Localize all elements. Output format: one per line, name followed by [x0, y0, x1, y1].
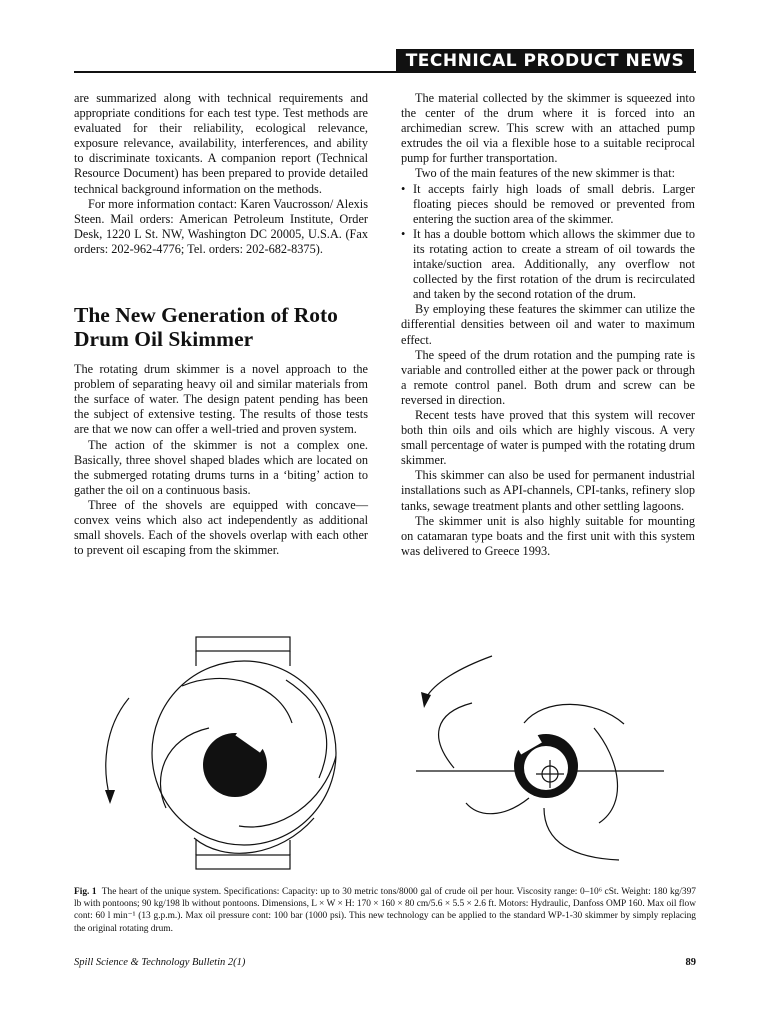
- paragraph: Recent tests have proved that this system will recover both thin oils and oils which are highly viscous. A very small percentage of water is pumped with the rotating drum skimmer.: [401, 407, 696, 468]
- paragraph: are summarized along with technical requirements and appropriate conditions for each test type. Test methods are evaluated for their reliability, ecological relevance, exposure relevance, availability, interferences, and ability to discriminate toxicants. A companion report (Technical Resource Document) has been prepared to provide detailed technical background information on the methods.: [74, 91, 368, 196]
- paragraph: Two of the main features of the new skimmer is that:: [415, 166, 676, 181]
- caption-label: Fig. 1: [74, 887, 97, 897]
- shovel-blade: [286, 680, 327, 778]
- feature-list: [401, 182, 695, 303]
- rotation-arrow: [106, 698, 129, 798]
- journal-name: Spill Science & Technology Bulletin 2(1): [74, 957, 246, 968]
- right-drum-diagram: [416, 656, 664, 860]
- drum-frame-top: [196, 637, 290, 651]
- paragraph: By employing these features the skimmer can utilize the differential densities between oil and water to maximum effect.: [401, 302, 695, 347]
- contact-paragraph: For more information contact: Karen Vaucrosson/ Alexis Steen. Mail orders: American Petroleum Institute, Order Desk, 1220 L St. NW, Washington DC 20005, U.S.A. (Fax orders: 202-962-4776; Tel. orders: 202-682-8375).: [74, 196, 368, 256]
- paragraph: Three of the shovels are equipped with concave—convex veins which also act independently as additional small shovels. Each of the shovels overlap with each other to prevent oil escaping from the skimmer.: [74, 497, 368, 558]
- shovel-blade: [524, 704, 624, 724]
- figure-caption: [74, 886, 696, 935]
- list-item: • It has a double bottom which allows the skimmer due to its rotating action to create a stream of oil towards the intake/suction area. Additionally, any overflow not collected by the first rotation of the drum is recirculated and taken by the second rotation of the drum.: [401, 227, 695, 302]
- section-title: TECHNICAL PRODUCT NEWS: [396, 49, 694, 73]
- paragraph: The material collected by the skimmer is squeezed into the center of the drum where it is forced into an archimedian screw. This screw with an attached pump extrudes the oil via a flexible hose to a suitable reciprocal pump for further transportation.: [401, 91, 695, 166]
- list-item: • It accepts fairly high loads of small debris. Larger floating pieces should be removed or prevented from entering the suction area of the skimmer.: [401, 182, 695, 227]
- skimmer-drum-figure: [74, 628, 696, 882]
- drum-frame-bottom: [196, 855, 290, 869]
- caption-text: The heart of the unique system. Specifications: Capacity: up to 30 metric tons/8000 gal of crude oil per hour. Viscosity range: 0–10⁶ cSt. Weight: 180 kg/397 lb with pontoons; 90 kg/198 lb without pontoons. Dimensions, L × W × H: 170 × 160 × 80 cm/5.6 × 5.5 × 2.6 ft. Motors: Hydraulic, Danfoss OMP 160. Max oil flow cont: 60 l min⁻¹ (13 g.p.m.). Max oil pressure cont: 100 bar (1000 psi). This new technology can be applied to the standard WP-1-30 skimmer by simply replacing the original rotating drum.: [74, 887, 696, 934]
- paragraph: The skimmer unit is also highly suitable for mounting on catamaran type boats and the first unit with this system was delivered to Greece 1993.: [401, 513, 695, 558]
- paragraph: The action of the skimmer is not a complex one. Basically, three shovel shaped blades which are located on the submerged rotating drums turns in a ‘biting’ action to gather the oil on a continuous basis.: [74, 437, 368, 497]
- shovel-blade: [182, 678, 292, 723]
- shovel-blade: [466, 798, 529, 814]
- paragraph: The speed of the drum rotation and the pumping rate is variable and controlled either at the power pack or through a remote control panel. Both drum and screw can be reversed in direction.: [401, 347, 695, 407]
- left-drum-diagram: [105, 637, 336, 869]
- left-column: [74, 91, 368, 558]
- paragraph: This skimmer can also be used for permanent industrial installations such as API-channels, CPI-tanks, refinery slop tanks, sewage treatment plants and other settling lagoons.: [401, 468, 695, 513]
- paragraph: The rotating drum skimmer is a novel approach to the problem of separating heavy oil and similar materials from the surface of water. The design patent pending has been the subject of extensive testing. The results of those tests are that we now can offer a well-tried and proven system.: [74, 362, 368, 437]
- shovel-blade: [160, 728, 209, 808]
- article-title: The New Generation of Roto Drum Oil Skimmer: [74, 303, 338, 352]
- rotation-arrow: [426, 656, 492, 698]
- shovel-blade: [439, 703, 472, 768]
- right-column: [401, 91, 695, 559]
- shovel-blade: [194, 818, 314, 853]
- shovel-blade: [594, 728, 618, 823]
- page-number: 89: [685, 957, 696, 968]
